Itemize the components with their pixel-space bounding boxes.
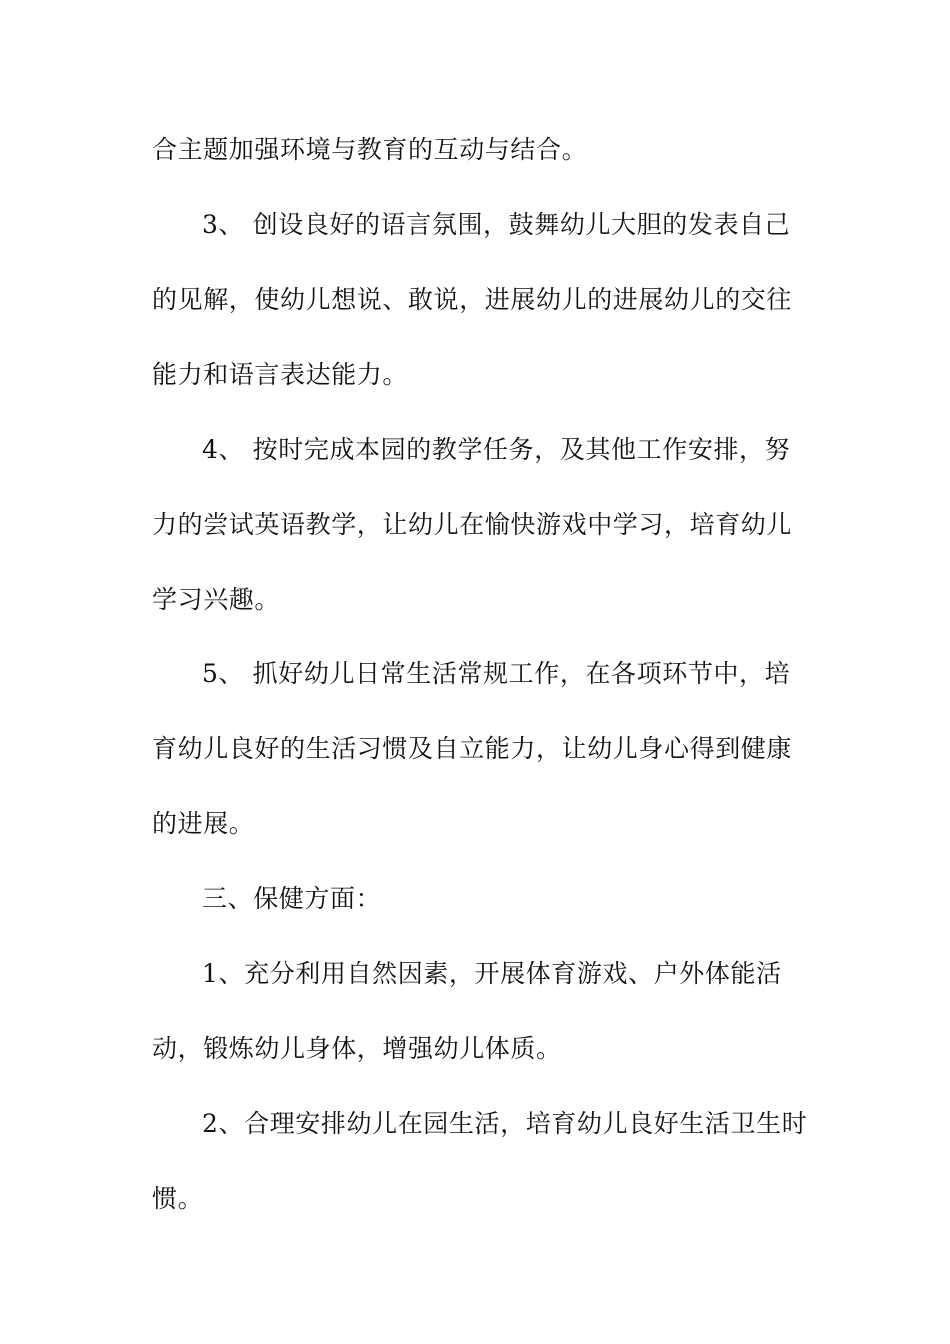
text-line: 惯。	[152, 1184, 204, 1213]
text-line: 合主题加强环境与教育的互动与结合。	[152, 135, 588, 164]
text-line: 3、 创设良好的语言氛围，鼓舞幼儿大胆的发表自己	[202, 210, 791, 239]
text-line: 能力和语言表达能力。	[152, 360, 409, 389]
text-line: 2、合理安排幼儿在园生活，培育幼儿良好生活卫生时	[202, 1109, 808, 1138]
text-line: 的见解，使幼儿想说、敢说，进展幼儿的进展幼儿的交往	[152, 285, 793, 314]
text-line: 育幼儿良好的生活习惯及自立能力，让幼儿身心得到健康	[152, 734, 793, 763]
text-line: 学习兴趣。	[152, 585, 281, 614]
text-line: 4、 按时完成本园的教学任务，及其他工作安排，努	[202, 435, 791, 464]
text-line: 1、充分利用自然因素，开展体育游戏、户外体能活	[202, 959, 782, 988]
text-line: 动，锻炼幼儿身体，增强幼儿体质。	[152, 1034, 562, 1063]
text-line: 5、 抓好幼儿日常生活常规工作，在各项环节中，培	[202, 659, 791, 688]
section-heading: 三、保健方面：	[202, 884, 382, 913]
text-line: 力的尝试英语教学，让幼儿在愉快游戏中学习，培育幼儿	[152, 510, 793, 539]
text-line: 的进展。	[152, 809, 255, 838]
